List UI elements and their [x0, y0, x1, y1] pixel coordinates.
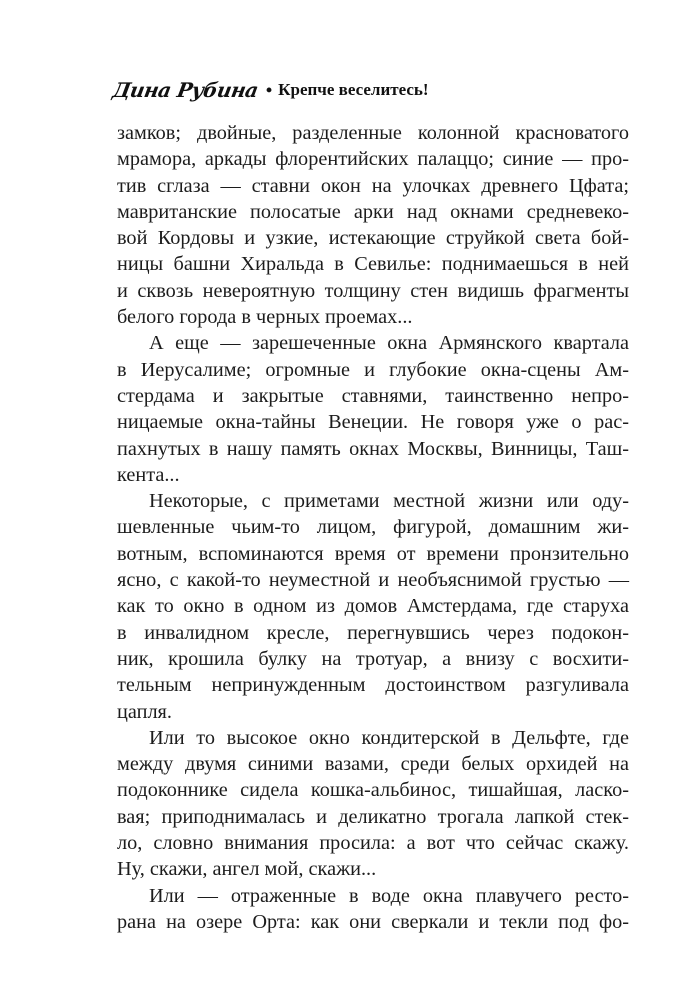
text-line: и сквозь невероятную толщину стен видишь фрагменты [117, 279, 629, 302]
text-line: Или то высокое окно кондитерской в Дельфте, где [149, 726, 629, 749]
text-line: между двумя синими вазами, среди белых орхидей на [117, 753, 629, 776]
text-line: вой Кордовы и узкие, истекающие струйкой света бой- [117, 227, 629, 250]
text-line: белого города в черных проемах... [117, 306, 413, 329]
text-line: шевленные чьим-то лицом, фигурой, домашним жи- [117, 516, 629, 539]
text-line: ясно, с какой-то неуместной и необъяснимой грустью — [117, 569, 629, 592]
text-line: подоконнике сидела кошка-альбинос, тишайшая, ласко- [117, 779, 629, 802]
text-line: вая; приподнималась и деликатно трогала лапкой стек- [117, 805, 629, 828]
text-line: стердама и закрытые ставнями, таинственно непро- [117, 384, 629, 407]
text-line: в инвалидном кресле, перегнувшись через подокон- [117, 621, 629, 644]
text-line: вотным, вспоминаются время от времени пронзительно [117, 542, 629, 565]
text-line: пахнутых в нашу память окнах Москвы, Винницы, Таш- [117, 437, 629, 460]
text-line: замков; двойные, разделенные колонной красноватого [117, 122, 629, 144]
text-line: мрамора, аркады флорентийских палаццо; синие — про- [117, 148, 629, 171]
book-title: Крепче веселитесь! [278, 80, 429, 99]
header-separator: • [265, 79, 273, 100]
text-line: тельным непринужденным достоинством разгуливала [117, 674, 629, 697]
body-text [117, 120, 629, 935]
text-line: в Иерусалиме; огромные и глубокие окна-сцены Ам- [117, 358, 629, 381]
author-signature: Дина Рубина [110, 78, 260, 102]
text-line: ницаемые окна-тайны Венеции. Не говоря уже о рас- [117, 411, 629, 434]
text-line: Ну, скажи, ангел мой, скажи... [117, 858, 377, 881]
text-line: цапля. [117, 700, 172, 723]
text-line: ницы башни Хиральда в Севилье: поднимаешься в ней [117, 253, 629, 276]
text-line: Или — отраженные в воде окна плавучего ресто- [149, 884, 629, 907]
text-line: Некоторые, с приметами местной жизни или оду- [149, 490, 629, 513]
text-line: мавританские полосатые арки над окнами средневеко- [117, 200, 629, 223]
text-line: ло, словно внимания просила: а вот что сейчас скажу. [117, 832, 629, 855]
text-line: как то окно в одном из домов Амстердама, где старуха [117, 595, 629, 618]
text-line: кента... [117, 463, 180, 486]
text-line: А еще — зарешеченные окна Армянского квартала [149, 332, 629, 355]
text-line: рана на озере Орта: как они сверкали и текли под фо- [117, 910, 629, 933]
text-line: тив сглаза — ставни окон на улочках древнего Цфата; [117, 174, 629, 197]
running-header [110, 72, 429, 108]
text-line: ник, крошила булку на тротуар, а внизу с восхити- [117, 647, 629, 670]
